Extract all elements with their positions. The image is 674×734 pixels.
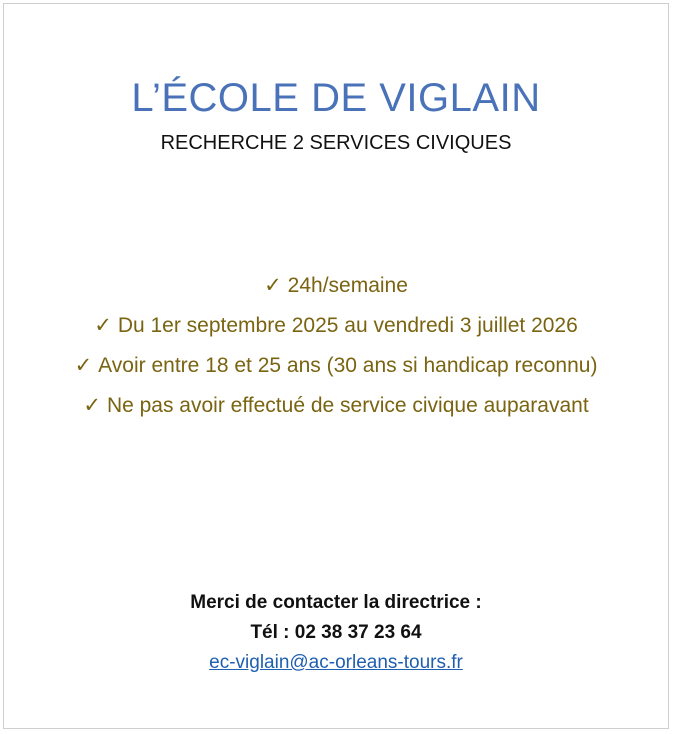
list-item-text: Avoir entre 18 et 25 ans (30 ans si handicap reconnu) xyxy=(98,354,598,377)
contact-label: Merci de contacter la directrice : xyxy=(190,592,482,613)
list-item xyxy=(4,346,668,386)
contact-phone: Tél : 02 38 37 23 64 xyxy=(250,622,422,643)
list-item xyxy=(4,306,668,346)
page-title: L’ÉCOLE DE VIGLAIN xyxy=(131,76,541,120)
checkmark-icon: ✓ xyxy=(74,354,93,377)
list-item xyxy=(4,266,668,306)
page-subtitle: RECHERCHE 2 SERVICES CIVIQUES xyxy=(160,132,512,154)
contact-block xyxy=(4,588,668,678)
requirements-list xyxy=(4,266,668,426)
document-page xyxy=(3,3,669,729)
list-item xyxy=(4,386,668,426)
contact-email-link[interactable]: ec-viglain@ac-orleans-tours.fr xyxy=(209,652,463,673)
checkmark-icon: ✓ xyxy=(83,394,101,417)
list-item-text: Ne pas avoir effectué de service civique auparavant xyxy=(106,394,589,417)
checkmark-icon: ✓ xyxy=(94,314,112,337)
list-item-text: Du 1er septembre 2025 au vendredi 3 juillet 2026 xyxy=(117,314,578,337)
list-item-text: 24h/semaine xyxy=(287,274,408,297)
checkmark-icon: ✓ xyxy=(264,274,282,297)
